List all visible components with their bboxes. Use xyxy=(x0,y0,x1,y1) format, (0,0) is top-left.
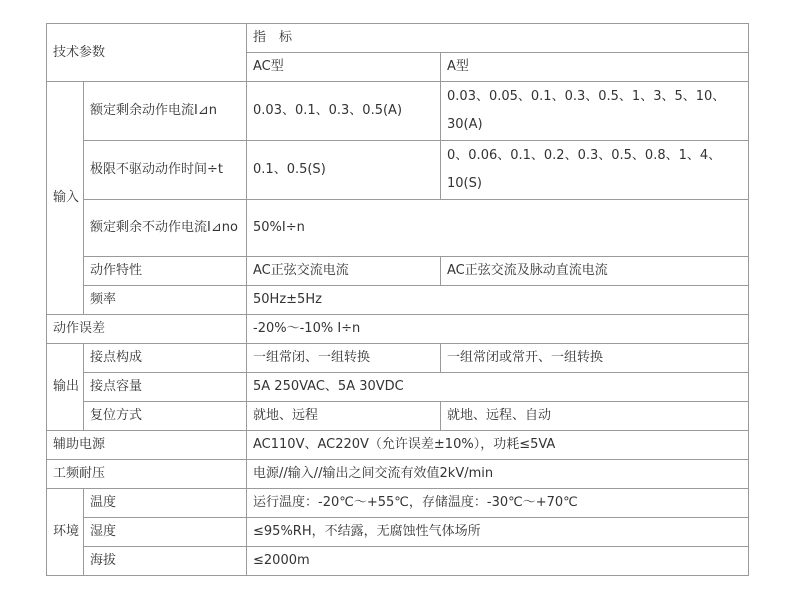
cell-ac: 就地、远程 xyxy=(247,402,441,431)
cell-a: 0、0.06、0.1、0.2、0.3、0.5、0.8、1、4、10(S) xyxy=(441,141,749,200)
cell-value: ≤95%RH，不结露，无腐蚀性气体场所 xyxy=(247,518,749,547)
cell-ac: AC正弦交流电流 xyxy=(247,257,441,286)
row-label: 额定剩余动作电流I⊿n xyxy=(84,82,247,141)
row-label: 极限不驱动动作时间÷t xyxy=(84,141,247,200)
header-ac: AC型 xyxy=(247,53,441,82)
cell-ac: 0.03、0.1、0.3、0.5(A) xyxy=(247,82,441,141)
cell-a: 就地、远程、自动 xyxy=(441,402,749,431)
row-label: 额定剩余不动作电流I⊿no xyxy=(84,200,247,257)
cell-value: ≤2000m xyxy=(247,547,749,576)
cell-a: AC正弦交流及脉动直流电流 xyxy=(441,257,749,286)
cell-a: 一组常闭或常开、一组转换 xyxy=(441,344,749,373)
cell-value: 50%I÷n xyxy=(247,200,749,257)
group-aux-power: 辅助电源 xyxy=(47,431,247,460)
cell-value: 50Hz±5Hz xyxy=(247,286,749,315)
cell-value: -20%～-10% I÷n xyxy=(247,315,749,344)
group-env: 环境 xyxy=(47,489,84,576)
header-a: A型 xyxy=(441,53,749,82)
header-param: 技术参数 xyxy=(47,24,247,82)
group-output: 输出 xyxy=(47,344,84,431)
row-label: 海拔 xyxy=(84,547,247,576)
cell-value: 电源//输入//输出之间交流有效值2kV/min xyxy=(247,460,749,489)
row-label: 温度 xyxy=(84,489,247,518)
cell-ac: 0.1、0.5(S) xyxy=(247,141,441,200)
group-withstand: 工频耐压 xyxy=(47,460,247,489)
cell-ac: 一组常闭、一组转换 xyxy=(247,344,441,373)
row-label: 复位方式 xyxy=(84,402,247,431)
group-action-error: 动作误差 xyxy=(47,315,247,344)
cell-value: 5A 250VAC、5A 30VDC xyxy=(247,373,749,402)
header-indicator: 指 标 xyxy=(247,24,749,53)
row-label: 湿度 xyxy=(84,518,247,547)
row-label: 频率 xyxy=(84,286,247,315)
cell-value: AC110V、AC220V（允许误差±10%），功耗≤5VA xyxy=(247,431,749,460)
group-input: 输入 xyxy=(47,82,84,315)
spec-table xyxy=(46,23,749,576)
row-label: 动作特性 xyxy=(84,257,247,286)
cell-a: 0.03、0.05、0.1、0.3、0.5、1、3、5、10、30(A) xyxy=(441,82,749,141)
row-label: 接点构成 xyxy=(84,344,247,373)
row-label: 接点容量 xyxy=(84,373,247,402)
cell-value: 运行温度：-20℃～+55℃，存储温度：-30℃～+70℃ xyxy=(247,489,749,518)
